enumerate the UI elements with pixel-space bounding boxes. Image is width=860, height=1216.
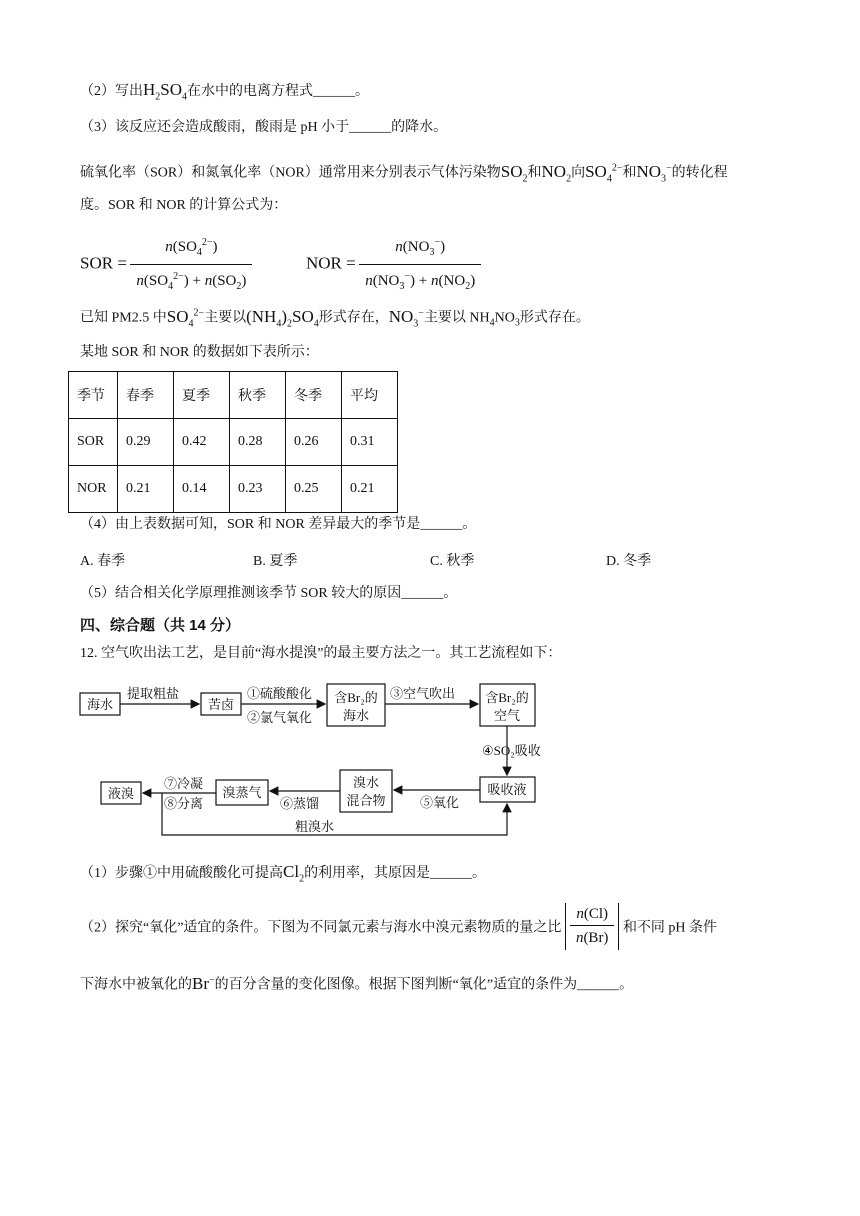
- bromine-process-flow: [0, 670, 860, 850]
- label-vapor: 溴蒸气: [222, 785, 262, 800]
- arrow-label-s5: ⑤氧化: [420, 795, 460, 810]
- part-1: （1）步骤①中用硫酸酸化可提高$Cl_2$的利用率，其原因是______。: [80, 862, 487, 885]
- table-intro: 某地 SOR 和 NOR 的数据如下表所示：: [80, 345, 319, 360]
- sor-nor-table: [68, 371, 398, 513]
- arrow-label-s2: ②氯气氧化: [247, 710, 313, 725]
- option-b[interactable]: B. 夏季: [253, 554, 298, 569]
- arrow-label-crude: 粗溴水: [295, 819, 335, 834]
- intro-line-2: 度。SOR 和 NOR 的计算公式为：: [80, 198, 288, 213]
- table-cell: SOR: [69, 419, 118, 466]
- table-cell: 0.14: [174, 466, 230, 513]
- option-a[interactable]: A. 春季: [80, 554, 126, 569]
- table-cell: NOR: [69, 466, 118, 513]
- table-cell: 0.21: [342, 466, 398, 513]
- arrow-label-salt: 提取粗盐: [127, 686, 180, 701]
- label-mix-1: 溴水: [352, 775, 380, 790]
- table-cell: 0.25: [286, 466, 342, 513]
- table-header-row: [69, 372, 398, 419]
- arrow-label-s3: ③空气吹出: [390, 686, 456, 701]
- table-header-cell: 冬季: [286, 372, 342, 419]
- question-3: （3）该反应还会造成酸雨，酸雨是 pH 小于______的降水。: [80, 120, 448, 135]
- table-header-cell: 春季: [118, 372, 174, 419]
- table-header-cell: 季节: [69, 372, 118, 419]
- arrow-label-s7: ⑦冷凝: [164, 776, 204, 791]
- table-header-cell: 秋季: [230, 372, 286, 419]
- table-cell: 0.29: [118, 419, 174, 466]
- part-2-line-1: （2）探究“氧化”适宜的条件。下图为不同氯元素与海水中溴元素物质的量之比 $\frac{n(Cl)}{n(Br)}$ 和不同 pH 条件: [80, 903, 717, 950]
- table-cell: 0.42: [174, 419, 230, 466]
- label-liquid: 液溴: [107, 786, 135, 801]
- label-seawater: 海水: [86, 697, 114, 712]
- table-cell: 0.21: [118, 466, 174, 513]
- label-br-air-2: 空气: [493, 708, 521, 723]
- known-line: 已知 PM2.5 中$SO_4^{2-}$主要以$(NH_4)_2SO_4$形式存在，$NO_3^-$主要以 $NH_4NO_3$形式存在。: [80, 306, 590, 330]
- option-c[interactable]: C. 秋季: [430, 554, 475, 569]
- arrow-label-s4: ④SO₂吸收: [482, 743, 541, 758]
- question-5: （5）结合相关化学原理推测该季节 SOR 较大的原因______。: [80, 586, 458, 601]
- arrow-label-s6: ⑥蒸馏: [280, 796, 320, 811]
- part-2-line-2: 下海水中被氧化的Br−的百分含量的变化图像。根据下图判断“氧化”适宜的条件为______。: [80, 973, 634, 993]
- arrow-label-s8: ⑧分离: [164, 796, 204, 811]
- label-absorb: 吸收液: [487, 782, 527, 797]
- question-12: 12. 空气吹出法工艺，是目前“海水提溴”的最主要方法之一。其工艺流程如下：: [80, 646, 562, 661]
- table-cell: 0.31: [342, 419, 398, 466]
- table-cell: 0.23: [230, 466, 286, 513]
- question-2: （2）写出$H_2SO_4$在水中的电离方程式______。: [80, 80, 370, 103]
- label-br-sea-1: 含Br₂的: [334, 690, 378, 705]
- table-cell: 0.28: [230, 419, 286, 466]
- label-brine: 苦卤: [207, 697, 235, 712]
- label-br-air-1: 含Br₂的: [485, 690, 529, 705]
- ratio-bracket: $\frac{n(Cl)}{n(Br)}$: [565, 903, 620, 950]
- sor-formula: SOR = $\frac{n(SO_4^{2-})}{n(SO_4^{2-}) + n(SO_2)}$: [80, 232, 252, 299]
- table-header-cell: 平均: [342, 372, 398, 419]
- nor-formula: NOR = $\frac{n(NO_3^-)}{n(NO_3^-) + n(NO_2)}$: [306, 232, 481, 299]
- section-heading: 四、综合题（共 14 分）: [80, 617, 241, 634]
- table-row: [69, 419, 398, 466]
- table-cell: 0.26: [286, 419, 342, 466]
- option-d[interactable]: D. 冬季: [606, 554, 652, 569]
- table-header-cell: 夏季: [174, 372, 230, 419]
- label-br-sea-2: 海水: [342, 708, 370, 723]
- table-row: [69, 466, 398, 513]
- question-4: （4）由上表数据可知，SOR 和 NOR 差异最大的季节是______。: [80, 517, 477, 532]
- label-mix-2: 混合物: [346, 793, 386, 808]
- intro-line-1: 硫氧化率（SOR）和氮氧化率（NOR）通常用来分别表示气体污染物$SO_2$和$NO_2$向$SO_4^{2-}$和$NO_3^-$的转化程: [80, 161, 728, 185]
- arrow-label-s1: ①硫酸酸化: [247, 686, 313, 701]
